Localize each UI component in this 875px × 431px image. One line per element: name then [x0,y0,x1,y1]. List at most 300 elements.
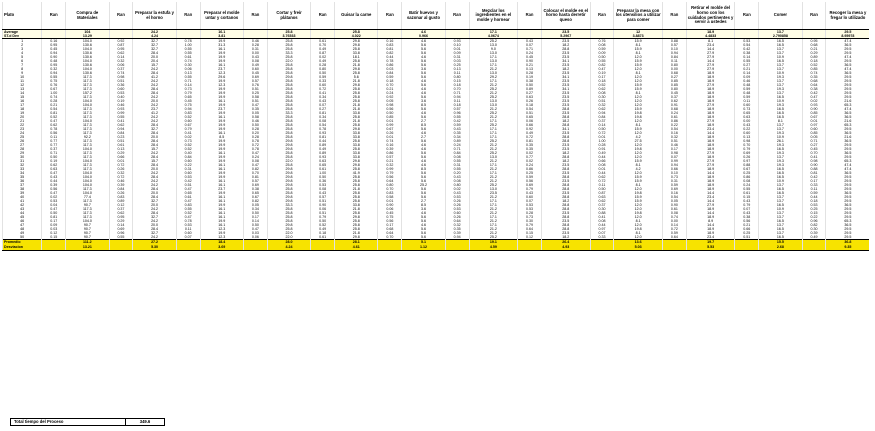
time-value: 5.6 [402,71,445,75]
random-value: 0.05 [244,111,268,115]
time-value: 19.3 [759,87,802,91]
random-value: 0.93 [311,131,335,135]
time-value: 36.5 [826,63,869,67]
random-value: 0.87 [590,191,614,195]
time-value: 8.1 [614,163,663,167]
row-number: 13 [3,87,42,91]
time-value: 23.5 [541,51,590,55]
random-value: 0.32 [109,171,133,175]
random-value: 0.71 [445,147,469,151]
random-value: 0.28 [518,71,542,75]
time-value: 21.6 [826,119,869,123]
random-value: 0.79 [735,203,759,207]
random-value: 0.45 [244,71,268,75]
random-value: 0.47 [590,67,614,71]
time-value: 5.6 [402,179,445,183]
time-value: 17.1 [469,163,518,167]
average-value: 18.9 [686,30,735,35]
time-value: 5.6 [402,219,445,223]
time-value: 21.2 [469,207,518,211]
time-value: 4.6 [402,143,445,147]
random-value: 0.88 [590,211,614,215]
time-value: 104.0 [66,67,109,71]
random-value: 0.72 [590,131,614,135]
time-value: 25.2 [469,139,518,143]
random-value: 0.14 [109,223,133,227]
time-value: 157.2 [66,91,109,95]
time-value: 18.1 [335,55,378,59]
time-value: 29.8 [335,163,378,167]
random-value: 0.12 [109,203,133,207]
time-value: 28.4 [133,227,176,231]
time-value: 12.0 [614,95,663,99]
random-value: 0.76 [244,83,268,87]
random-value: 0.74 [378,139,402,143]
average-value: 17.1 [469,30,518,35]
time-value: 16.1 [200,223,243,227]
random-value: 0.41 [109,119,133,123]
time-value: 47.4 [826,39,869,44]
time-value: 16.1 [200,99,243,103]
time-value: 117.3 [66,143,109,147]
random-value: 0.60 [735,131,759,135]
random-value: 0.83 [109,195,133,199]
random-value: 0.94 [445,235,469,240]
time-value: 16.5 [759,219,802,223]
random-value: 0.62 [662,99,686,103]
time-value: 16.5 [759,235,802,240]
random-value: 0.08 [445,179,469,183]
time-value: 29.5 [826,227,869,231]
random-value: 0.84 [109,131,133,135]
random-value: 0.67 [802,115,826,119]
random-value: 0.57 [662,43,686,47]
time-value: 4.6 [402,211,445,215]
time-value: 21.8 [335,119,378,123]
random-value: 0.80 [662,87,686,91]
random-value: 0.14 [662,223,686,227]
time-value: 21.2 [469,67,518,71]
time-value: 29.5 [826,231,869,235]
random-value: 0.74 [662,215,686,219]
time-value: 29.8 [335,67,378,71]
time-value: 4.6 [402,87,445,91]
random-value: 0.77 [518,155,542,159]
random-value: 0.07 [518,199,542,203]
random-value: 0.03 [445,59,469,63]
random-value: 0.21 [518,63,542,67]
row-number: 26 [3,139,42,143]
time-value: 25.8 [267,155,310,159]
random-value: 0.38 [735,51,759,55]
random-value: 0.89 [311,151,335,155]
time-value: 16.5 [759,147,802,151]
random-value: 0.08 [590,91,614,95]
time-value: 36.5 [826,139,869,143]
time-value: 13.7 [759,211,802,215]
time-value: 15.9 [614,107,663,111]
average-value: 29.5 [826,30,869,35]
time-value: 8.1 [614,43,663,47]
random-value: 0.08 [244,59,268,63]
random-value: 0.08 [590,43,614,47]
random-value: 0.60 [311,83,335,87]
time-value: 27.9 [686,63,735,67]
random-value: 0.52 [176,211,200,215]
time-value: 25.8 [267,107,310,111]
time-value: 19.9 [200,143,243,147]
random-value: 0.07 [735,207,759,211]
random-value: 0.50 [590,55,614,59]
time-value: 16.5 [759,187,802,191]
time-value: 13.7 [759,47,802,51]
random-value: 0.51 [244,99,268,103]
random-value: 0.17 [662,147,686,151]
time-value: 27.9 [686,103,735,107]
random-value: 0.05 [378,99,402,103]
time-value: 14.4 [686,223,735,227]
time-value: 25.8 [335,183,378,187]
random-value: 0.34 [311,115,335,119]
time-value: 4.6 [402,91,445,95]
random-value: 0.11 [445,99,469,103]
random-value: 0.18 [378,79,402,83]
time-value: 32.7 [133,39,176,44]
random-value: 0.55 [176,51,200,55]
row-number: 41 [3,199,42,203]
random-value: 0.02 [518,159,542,163]
random-value: 0.32 [42,67,66,71]
random-value: 0.51 [590,99,614,103]
time-value: 17.1 [469,215,518,219]
time-value: 29.8 [267,167,310,171]
random-value: 0.85 [662,83,686,87]
time-value: 117.3 [66,87,109,91]
time-value: 104.0 [66,159,109,163]
random-value: 0.85 [378,115,402,119]
random-value: 0.96 [109,231,133,235]
time-value: 24.2 [133,67,176,71]
time-value: 12.0 [614,235,663,240]
random-value: 0.85 [802,131,826,135]
random-value: 0.64 [378,231,402,235]
time-value: 8.1 [614,51,663,55]
random-value: 0.42 [176,179,200,183]
random-value: 0.67 [735,167,759,171]
time-value: 104.0 [66,147,109,151]
time-value: 16.5 [759,39,802,44]
time-value: 25.8 [267,127,310,131]
random-value: 0.62 [590,175,614,179]
time-value: 24.2 [133,171,176,175]
time-value: 5.6 [402,155,445,159]
random-value: 0.01 [590,135,614,139]
promedio-value: 28.1 [335,240,378,246]
time-value: 13.0 [469,187,518,191]
row-number: 49 [3,231,42,235]
random-value: 0.98 [735,139,759,143]
random-value: 0.06 [518,119,542,123]
random-value: 0.01 [445,47,469,51]
random-value: 0.32 [378,163,402,167]
time-value: 29.8 [267,171,310,175]
time-value: 17.1 [469,119,518,123]
random-value: 0.08 [445,155,469,159]
time-value: 36.5 [826,151,869,155]
time-value: 20.0 [133,167,176,171]
random-value: 0.46 [244,119,268,123]
random-value: 0.30 [590,207,614,211]
random-value: 0.08 [662,211,686,215]
random-value: 0.22 [735,127,759,131]
time-value: 25.8 [267,151,310,155]
time-value: 14.4 [686,191,735,195]
random-value: 0.94 [176,107,200,111]
time-value: 19.3 [759,163,802,167]
row-number: 28 [3,147,42,151]
random-value: 0.59 [311,75,335,79]
time-value: 22.0 [267,59,310,63]
time-value: 16.5 [759,227,802,231]
random-value: 0.06 [244,235,268,240]
time-value: 25.8 [267,43,310,47]
time-value: 18.2 [541,235,590,240]
time-value: 25.8 [267,131,310,135]
random-value: 0.95 [42,43,66,47]
random-value: 0.19 [518,75,542,79]
random-value: 0.97 [590,227,614,231]
random-value: 0.54 [662,127,686,131]
random-value: 0.03 [244,231,268,235]
row-number: 44 [3,211,42,215]
random-value: 0.57 [445,107,469,111]
random-value: 0.31 [445,163,469,167]
time-value: 23.5 [541,91,590,95]
time-value: 47.4 [826,163,869,167]
random-value: 0.20 [244,131,268,135]
time-value: 24.2 [133,219,176,223]
random-value: 0.60 [176,159,200,163]
time-value: 16.5 [759,59,802,63]
random-value: 0.81 [244,175,268,179]
random-value: 0.21 [802,47,826,51]
random-value: 0.53 [42,199,66,203]
random-value: 0.39 [42,183,66,187]
time-value: 29.5 [826,51,869,55]
time-value: 4.6 [402,39,445,44]
time-value: 25.8 [335,59,378,63]
time-value: 23.5 [541,231,590,235]
time-value: 28.8 [541,167,590,171]
time-value: 18.9 [686,139,735,143]
time-value: 15.9 [614,87,663,91]
random-value: 0.49 [311,147,335,151]
time-value: 117.3 [66,199,109,203]
time-value: 29.8 [335,215,378,219]
random-value: 0.43 [311,99,335,103]
time-value: 29.5 [826,127,869,131]
time-value: 16.1 [200,167,243,171]
random-value: 0.79 [311,215,335,219]
time-value: 28.4 [133,87,176,91]
time-value: 12.0 [614,171,663,175]
time-value: 29.6 [200,75,243,79]
time-value: 19.8 [614,227,663,231]
time-value: 12.0 [614,215,663,219]
random-value: 0.39 [109,183,133,187]
random-value: 0.61 [662,115,686,119]
random-value: 0.38 [802,87,826,91]
average-value: 4.6 [402,30,445,35]
time-value: 29.8 [267,143,310,147]
random-value: 0.47 [244,151,268,155]
time-value: 27.9 [686,163,735,167]
random-value: 0.17 [42,219,66,223]
time-value: 28.8 [541,207,590,211]
random-value: 0.21 [378,159,402,163]
time-value: 25.8 [267,91,310,95]
row-number: 8 [3,67,42,71]
random-value: 0.26 [378,131,402,135]
col-header-ran: Ran [662,2,686,30]
time-value: 21.8 [335,107,378,111]
time-value: 23.5 [469,191,518,195]
random-value: 0.30 [176,63,200,67]
random-value: 0.14 [109,55,133,59]
time-value: 104.0 [66,47,109,51]
random-value: 0.35 [518,147,542,151]
time-value: 25.8 [335,167,378,171]
random-value: 0.14 [244,219,268,223]
random-value: 0.91 [590,147,614,151]
random-value: 0.06 [378,207,402,211]
random-value: 0.09 [735,75,759,79]
time-value: 25.8 [335,175,378,179]
random-value: 0.51 [176,183,200,187]
random-value: 0.89 [802,55,826,59]
random-value: 0.99 [109,111,133,115]
time-value: 104.0 [66,171,109,175]
random-value: 0.53 [445,195,469,199]
random-value: 0.56 [518,179,542,183]
random-value: 0.47 [176,199,200,203]
random-value: 0.13 [109,147,133,151]
random-value: 0.43 [518,39,542,44]
col-header-ran: Ran [735,2,759,30]
time-value: 18.9 [686,147,735,151]
row-number: 35 [3,175,42,179]
random-value: 0.49 [311,47,335,51]
time-value: 15.9 [614,199,663,203]
time-value: 32.7 [133,199,176,203]
random-value: 0.51 [735,235,759,240]
random-value: 0.18 [311,231,335,235]
stdev-value: 4.022 [335,34,378,39]
col-header-activity: Recoger la mesa y fregar lo utilizado [826,2,869,30]
random-value: 0.50 [590,127,614,131]
time-value: 28.4 [133,139,176,143]
time-value: 8.1 [614,91,663,95]
time-value: 19.8 [614,111,663,115]
time-value: 104.0 [66,183,109,187]
random-value: 0.43 [735,199,759,203]
random-value: 0.64 [662,235,686,240]
random-value: 0.07 [590,231,614,235]
time-value: 14.4 [686,171,735,175]
random-value: 0.11 [735,99,759,103]
random-value: 0.30 [518,219,542,223]
random-value: 0.51 [662,139,686,143]
random-value: 0.51 [109,79,133,83]
time-value: 28.8 [541,227,590,231]
random-value: 0.44 [802,195,826,199]
time-value: 19.9 [200,111,243,115]
time-value: 65.3 [826,219,869,223]
col-header-activity: Comer [759,2,802,30]
time-value: 23.5 [541,211,590,215]
random-value: 0.53 [518,203,542,207]
row-number: 36 [3,179,42,183]
random-value: 0.56 [42,187,66,191]
time-value: 104.0 [66,219,109,223]
random-value: 0.26 [735,155,759,159]
random-value: 0.84 [662,55,686,59]
time-value: 28.8 [541,215,590,219]
time-value: 16.5 [759,111,802,115]
col-header-ran: Ran [590,2,614,30]
desviacion-value: 13.21 [66,245,109,251]
time-value: 19.9 [200,59,243,63]
random-value: 0.58 [378,195,402,199]
random-value: 0.50 [590,187,614,191]
time-value: 29.5 [826,211,869,215]
row-number: 34 [3,171,42,175]
random-value: 0.04 [42,203,66,207]
average-value: 16.1 [200,30,243,35]
row-number: 37 [3,183,42,187]
time-value: 32.7 [133,47,176,51]
random-value: 0.69 [518,183,542,187]
row-number: 17 [3,103,42,107]
time-value: 25.8 [267,99,310,103]
time-value: 16.5 [759,107,802,111]
time-value: 117.3 [66,211,109,215]
random-value: 0.49 [590,151,614,155]
time-value: 28.8 [541,187,590,191]
simulation-table [2,2,869,251]
random-value: 0.61 [109,143,133,147]
random-value: 0.71 [176,79,200,83]
random-value: 0.73 [176,139,200,143]
col-header-activity: Preparar la estufa y el horno [133,2,176,30]
time-value: 12.3 [200,71,243,75]
random-value: 0.65 [735,111,759,115]
time-value: 117.3 [66,111,109,115]
random-value: 0.76 [42,83,66,87]
time-value: 29.5 [826,207,869,211]
random-value: 0.12 [42,231,66,235]
time-value: 5.6 [402,47,445,51]
time-value: 25.8 [267,191,310,195]
time-value: 5.6 [402,191,445,195]
time-value: 12.0 [614,223,663,227]
random-value: 0.29 [109,151,133,155]
random-value: 0.93 [109,107,133,111]
random-value: 0.68 [662,107,686,111]
time-value: 22.0 [267,159,310,163]
random-value: 0.88 [735,163,759,167]
random-value: 0.35 [244,107,268,111]
